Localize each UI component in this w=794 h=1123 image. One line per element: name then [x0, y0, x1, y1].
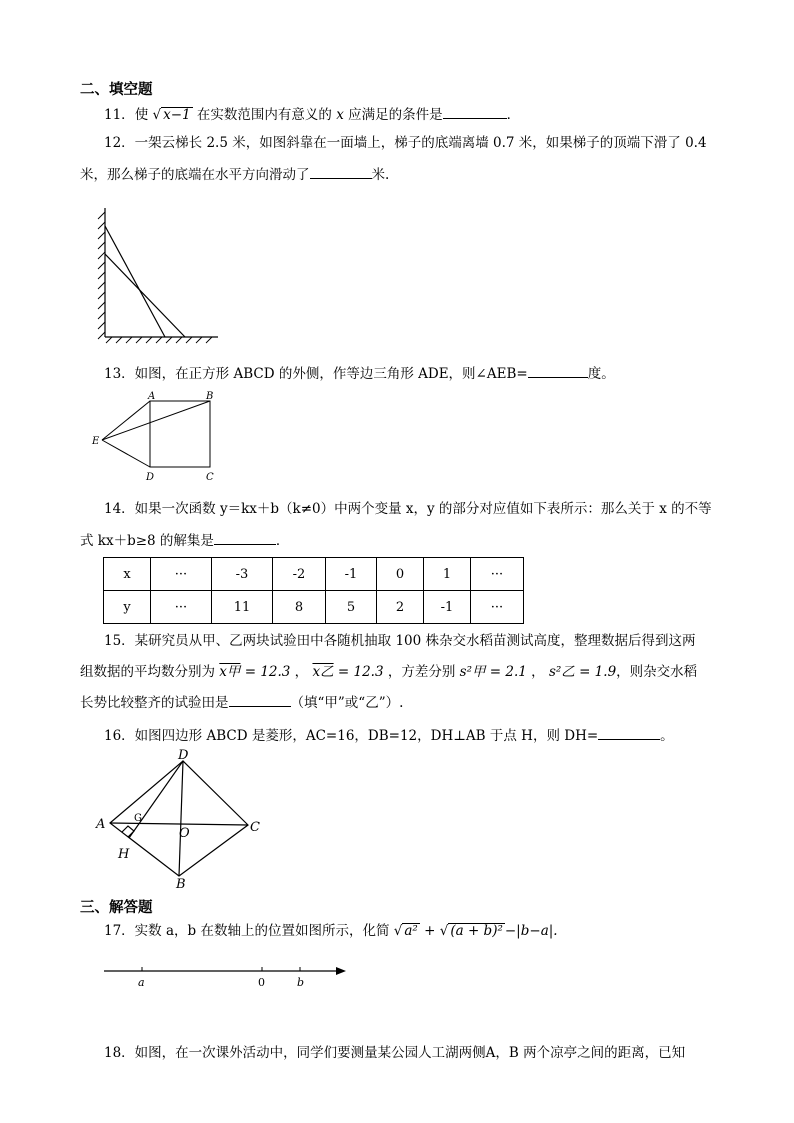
table-cell: -1	[424, 591, 471, 624]
q15-line2-mid: ，方差分别	[387, 664, 456, 680]
table-cell: y	[104, 591, 151, 624]
question-12-line2	[80, 164, 389, 184]
q15-line2-pre: 组数据的平均数分别为	[80, 664, 215, 680]
right-angle-mark	[122, 826, 134, 837]
q15-line3-pre: 长势比较整齐的试验田是	[80, 695, 229, 711]
arrow-head-icon	[336, 967, 346, 975]
mean-jia: x甲	[219, 664, 241, 680]
diagonal-db	[179, 761, 183, 876]
wall-hatching	[98, 212, 212, 343]
table-cell: 8	[273, 591, 326, 624]
table-cell: ···	[471, 558, 524, 591]
label-d: D	[178, 748, 189, 763]
q13-post: 度。	[587, 366, 615, 382]
number-line-figure	[100, 958, 350, 994]
q14-line2-post: ．	[275, 533, 290, 549]
sqrt-symbol: √	[152, 107, 162, 123]
q11-mid2: 应满足的条件是	[348, 107, 443, 123]
ladder-figure	[90, 204, 220, 344]
table-cell: -1	[326, 558, 377, 591]
label-b: b	[297, 976, 305, 989]
label-zero: 0	[258, 976, 265, 989]
q15-line3-post: （填“甲”或“乙”）.	[290, 695, 404, 711]
q17-plus: +	[419, 923, 440, 939]
q16-post: 。	[660, 728, 674, 744]
rhombus-figure	[90, 748, 270, 894]
square-abcd	[150, 401, 210, 467]
q11-end: ．	[506, 107, 521, 123]
mean-yi: x乙	[312, 664, 334, 680]
sqrt-symbol: √	[439, 923, 449, 939]
wall	[105, 208, 218, 337]
q17-tail: −|b−a|.	[504, 923, 558, 939]
diagonal-ac	[110, 823, 248, 825]
q13-answer-blank	[528, 363, 588, 378]
q15-line2-post: ，则杂交水稻	[616, 664, 698, 680]
ladder-initial	[105, 226, 165, 337]
mean-yi-value: = 12.3	[333, 664, 384, 680]
table-cell: x	[104, 558, 151, 591]
q15-answer-blank	[229, 692, 291, 707]
section-title-solutions: 三、解答题	[80, 900, 153, 916]
label-e: E	[92, 436, 100, 447]
q11-mid1: 在实数范围内有意义的	[196, 107, 332, 123]
question-12-line1: 12．一架云梯长 2.5 米，如图斜靠在一面墙上，梯子的底端离墙 0.7 米，如果梯子的顶端下滑了 0.4	[104, 135, 707, 151]
question-14-line1: 14．如果一次函数 y＝kx＋b（k≠0）中两个变量 x，y 的部分对应值如下表所示：那么关于 x 的不等	[104, 501, 712, 517]
label-c: C	[206, 472, 214, 483]
q12-line2-pre: 米，那么梯子的底端在水平方向滑动了	[80, 167, 310, 183]
label-d: D	[146, 472, 155, 483]
table-cell: ···	[151, 591, 212, 624]
label-b: B	[206, 391, 214, 402]
q11-pre: 使	[134, 107, 149, 123]
table-cell: -3	[212, 558, 273, 591]
label-g: G	[134, 813, 142, 824]
question-11	[104, 104, 520, 124]
table-row-x	[104, 558, 524, 591]
label-o: O	[179, 826, 190, 841]
table-cell: ···	[471, 591, 524, 624]
sqrt-symbol: √	[393, 923, 403, 939]
question-18-line1: 18．如图，在一次课外活动中，同学们要测量某公园人工湖两侧A，B 两个凉亭之间的距离，已知	[104, 1045, 686, 1061]
square-triangle-figure	[88, 390, 228, 486]
label-h: H	[118, 847, 130, 862]
question-14-line2	[80, 530, 289, 550]
table-cell: -2	[273, 558, 326, 591]
ladder-slid	[105, 254, 185, 337]
q11-number: 11．	[104, 107, 135, 123]
value-table	[103, 557, 524, 624]
q17-pre: 17．实数 a，b 在数轴上的位置如图所示，化简	[104, 923, 390, 939]
q17-radicand-2: (a + b)²	[450, 923, 503, 939]
q14-line2-pre: 式 kx＋b≥8 的解集是	[80, 533, 214, 549]
table-cell: ···	[151, 558, 212, 591]
segment-ea	[102, 401, 150, 440]
label-a: a	[138, 976, 145, 989]
label-b: B	[176, 877, 186, 892]
mean-jia-value: = 12.3	[240, 664, 291, 680]
q16-answer-blank	[598, 725, 660, 740]
label-c: C	[250, 820, 260, 835]
q12-answer-blank	[310, 164, 372, 179]
table-cell: 1	[424, 558, 471, 591]
q11-var: x	[336, 107, 344, 123]
variance-yi: s²乙 = 1.9	[548, 664, 617, 680]
q16-pre: 16．如图四边形 ABCD 是菱形，AC=16，DB=12，DH⊥AB 于点 H，则 DH=	[104, 728, 599, 744]
segment-ed	[102, 440, 150, 467]
question-15-line3	[80, 692, 403, 712]
question-16	[104, 725, 674, 745]
variance-jia: s²甲 = 2.1	[459, 664, 527, 680]
q11-radicand: x−1	[163, 107, 191, 123]
table-cell: 11	[212, 591, 273, 624]
table-cell: 2	[377, 591, 424, 624]
q13-pre: 13．如图，在正方形 ABCD 的外侧，作等边三角形 ADE，则∠AEB=	[104, 366, 528, 382]
q17-radicand-1: a²	[404, 923, 418, 939]
table-cell: 5	[326, 591, 377, 624]
segment-eb	[102, 401, 210, 440]
section-title-fill-in: 二、填空题	[80, 82, 153, 98]
table-row-y	[104, 591, 524, 624]
label-a: A	[148, 391, 156, 402]
question-15-line1: 15．某研究员从甲、乙两块试验田中各随机抽取 100 株杂交水稻苗测试高度，整理数据后得到这两	[104, 633, 696, 649]
table-cell: 0	[377, 558, 424, 591]
question-17	[104, 922, 558, 940]
label-a: A	[96, 817, 106, 832]
q14-answer-blank	[214, 530, 276, 545]
q11-answer-blank	[443, 104, 507, 119]
question-15-line2: 组数据的平均数分别为 x甲 = 12.3 ， x乙 = 12.3 ，方差分别 s²甲 = 2.1 ， s²乙 = 1.9，则杂交水稻	[80, 664, 698, 680]
question-13	[104, 363, 615, 383]
q12-line2-post: 米.	[371, 167, 390, 183]
